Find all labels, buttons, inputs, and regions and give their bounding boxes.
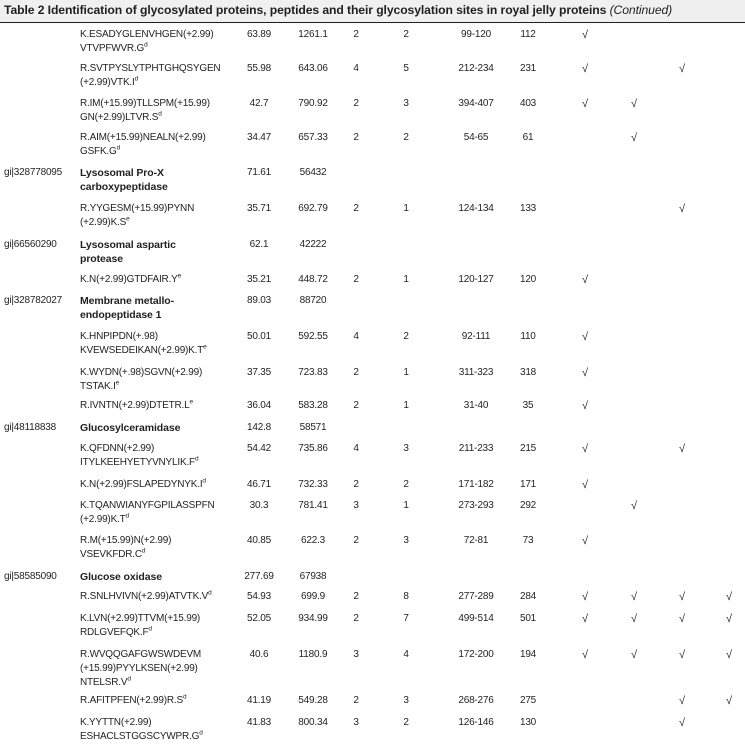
cell-site: 35 xyxy=(522,400,534,411)
gi-accession: gi|66560290 xyxy=(4,239,57,250)
footnote-marker: e xyxy=(115,379,120,387)
cell-site: 194 xyxy=(519,649,537,660)
cell-site: 501 xyxy=(519,613,537,624)
check-mark: √ xyxy=(582,331,588,343)
protein-name: endopeptidase 1 xyxy=(80,309,162,321)
peptide-text: GN(+2.99)LTVR.S xyxy=(80,112,159,123)
peptide-text: (+2.99)K.S xyxy=(80,217,127,228)
gi-accession: gi|58585090 xyxy=(4,571,57,582)
cell-c4: 5 xyxy=(403,63,409,74)
cell-range: 211-233 xyxy=(458,443,494,454)
protein-name: protease xyxy=(80,253,123,265)
protein-name: Lysosomal aspartic xyxy=(80,239,176,251)
peptide-sequence xyxy=(80,662,198,676)
cell-site: 318 xyxy=(519,367,537,378)
cell-score: 37.35 xyxy=(246,367,272,378)
peptide-sequence xyxy=(80,513,129,527)
peptide-sequence xyxy=(80,456,198,470)
cell-range: 126-146 xyxy=(458,717,494,728)
cell-score: 34.47 xyxy=(246,132,272,143)
protein-name: Membrane metallo- xyxy=(80,295,174,307)
peptide-sequence xyxy=(80,62,220,76)
cell-mass: 735.86 xyxy=(298,443,328,454)
cell-mass: 800.34 xyxy=(298,717,328,728)
peptide-text: R.SVTPYSLYTPHTGHQSYGEN xyxy=(80,63,221,74)
cell-site: 110 xyxy=(520,331,536,342)
cell-score: 89.03 xyxy=(246,295,272,306)
cell-site: 171 xyxy=(519,479,537,490)
check-mark: √ xyxy=(582,29,588,41)
cell-c4: 1 xyxy=(403,203,409,214)
cell-site: 231 xyxy=(519,63,537,74)
peptide-text: K.QFDNN(+2.99) xyxy=(80,443,155,454)
cell-score: 41.83 xyxy=(246,717,272,728)
cell-c3: 2 xyxy=(353,274,359,285)
cell-c3: 2 xyxy=(353,695,359,706)
footnote-marker: d xyxy=(202,477,206,485)
cell-score: 35.21 xyxy=(246,274,272,285)
cell-c4: 1 xyxy=(403,367,409,378)
peptide-sequence xyxy=(80,202,194,216)
peptide-sequence xyxy=(80,76,138,90)
footnote-marker: d xyxy=(127,675,131,683)
protein-name: carboxypeptidase xyxy=(80,181,168,193)
cell-range: 311-323 xyxy=(458,367,494,378)
footnote-marker: d xyxy=(141,547,146,555)
check-mark: √ xyxy=(582,400,588,412)
continued-label: (Continued) xyxy=(609,3,673,17)
peptide-sequence xyxy=(80,216,130,230)
cell-mass: 934.99 xyxy=(298,613,328,624)
cell-mass: 42222 xyxy=(299,239,327,250)
cell-c4: 7 xyxy=(403,613,409,624)
check-mark: √ xyxy=(679,63,685,75)
cell-score: 54.42 xyxy=(246,443,272,454)
cell-range: 273-293 xyxy=(458,500,494,511)
peptide-text: K.N(+2.99)FSLAPEDYNYK.I xyxy=(80,479,203,490)
peptide-sequence xyxy=(80,366,202,380)
cell-c4: 2 xyxy=(403,331,409,342)
cell-site: 403 xyxy=(519,98,537,109)
peptide-text: R.AFITPFEN(+2.99)R.S xyxy=(80,695,183,706)
peptide-text: R.YYGESM(+15.99)PYNN xyxy=(80,203,195,214)
check-mark: √ xyxy=(582,479,588,491)
cell-c4: 8 xyxy=(403,591,409,602)
peptide-sequence xyxy=(80,399,193,413)
check-mark: √ xyxy=(726,649,732,661)
cell-c4: 4 xyxy=(403,649,409,660)
cell-c3: 2 xyxy=(353,29,359,40)
cell-site: 284 xyxy=(519,591,537,602)
check-mark: √ xyxy=(582,535,588,547)
peptide-sequence xyxy=(80,380,119,394)
cell-mass: 781.41 xyxy=(298,500,328,511)
peptide-text: TSTAK.I xyxy=(80,381,116,392)
header-rule xyxy=(0,22,745,23)
peptide-text: K.TQANWIANYFGPILASSPFN xyxy=(80,500,215,511)
footnote-marker: e xyxy=(189,398,193,406)
check-mark: √ xyxy=(631,649,637,661)
cell-site: 112 xyxy=(520,29,536,40)
cell-c4: 2 xyxy=(403,29,409,40)
peptide-sequence xyxy=(80,548,145,562)
peptide-sequence xyxy=(80,590,212,604)
cell-score: 277.69 xyxy=(244,571,274,582)
check-mark: √ xyxy=(631,613,637,625)
footnote-marker: d xyxy=(158,110,162,118)
footnote-marker: d xyxy=(148,625,152,633)
cell-c4: 3 xyxy=(403,695,409,706)
cell-range: 394-407 xyxy=(458,98,494,109)
peptide-text: R.WVQQGAFGWSWDEVM xyxy=(80,649,202,660)
cell-c4: 2 xyxy=(403,479,409,490)
check-mark: √ xyxy=(582,591,588,603)
cell-c4: 3 xyxy=(403,98,409,109)
peptide-text: RDLGVEFQK.F xyxy=(80,627,149,638)
cell-range: 499-514 xyxy=(458,613,494,624)
peptide-text: KVEWSEDEIKAN(+2.99)K.T xyxy=(80,345,204,356)
cell-score: 62.1 xyxy=(249,239,269,250)
peptide-text: K.HNPIPDN(+.98) xyxy=(80,331,158,342)
peptide-text: ITYLKEEHYETYVNYLIK.F xyxy=(80,457,195,468)
peptide-text: K.LVN(+2.99)TTVM(+15.99) xyxy=(80,613,201,624)
peptide-text: ESHACLSTGGSCYWPR.G xyxy=(80,731,200,742)
gi-accession: gi|328782027 xyxy=(4,295,63,306)
cell-c3: 2 xyxy=(353,367,359,378)
cell-range: 72-81 xyxy=(463,535,489,546)
protein-name: Lysosomal Pro-X xyxy=(80,167,164,179)
peptide-sequence xyxy=(80,145,120,159)
cell-range: 172-200 xyxy=(458,649,494,660)
footnote-marker: e xyxy=(203,343,207,351)
peptide-sequence xyxy=(80,478,206,492)
peptide-sequence xyxy=(80,534,171,548)
peptide-text: VTVPFWVR.G xyxy=(80,43,145,54)
cell-mass: 723.83 xyxy=(298,367,328,378)
check-mark: √ xyxy=(582,274,588,286)
cell-mass: 622.3 xyxy=(300,535,326,546)
check-mark: √ xyxy=(726,695,732,707)
cell-mass: 549.28 xyxy=(298,695,328,706)
cell-mass: 790.92 xyxy=(298,98,328,109)
cell-range: 99-120 xyxy=(461,29,491,40)
peptide-sequence xyxy=(80,694,186,708)
footnote-marker: d xyxy=(116,144,121,152)
peptide-text: K.WYDN(+.98)SGVN(+2.99) xyxy=(80,367,203,378)
cell-mass: 732.33 xyxy=(298,479,328,490)
cell-mass: 448.72 xyxy=(298,274,328,285)
peptide-text: (+2.99)K.T xyxy=(80,514,126,525)
peptide-text: K.ESADYGLENVHGEN(+2.99) xyxy=(80,29,214,40)
cell-mass: 592.55 xyxy=(298,331,328,342)
protein-name: Glucose oxidase xyxy=(80,571,162,583)
check-mark: √ xyxy=(679,203,685,215)
peptide-text: R.IVNTN(+2.99)DTETR.L xyxy=(80,400,190,411)
cell-c4: 2 xyxy=(403,132,409,143)
check-mark: √ xyxy=(679,649,685,661)
cell-c4: 1 xyxy=(403,274,409,285)
cell-c4: 3 xyxy=(403,443,409,454)
peptide-text: R.M(+15.99)N(+2.99) xyxy=(80,535,172,546)
cell-score: 35.71 xyxy=(246,203,272,214)
cell-range: 171-182 xyxy=(458,479,494,490)
peptide-sequence xyxy=(80,273,181,287)
table-title-text: Table 2 Identification of glycosylated proteins, peptides and their glycosylation sites in royal jelly proteins xyxy=(4,3,607,17)
cell-c4: 1 xyxy=(403,400,409,411)
cell-c3: 2 xyxy=(353,535,359,546)
peptide-sequence xyxy=(80,344,207,358)
peptide-sequence xyxy=(80,28,214,42)
cell-c3: 2 xyxy=(353,479,359,490)
cell-site: 120 xyxy=(519,274,537,285)
cell-c3: 2 xyxy=(353,132,359,143)
check-mark: √ xyxy=(582,98,588,110)
footnote-marker: d xyxy=(208,589,212,597)
cell-mass: 56432 xyxy=(299,167,327,178)
check-mark: √ xyxy=(679,443,685,455)
cell-c3: 4 xyxy=(353,331,359,342)
peptide-sequence xyxy=(80,442,154,456)
cell-range: 268-276 xyxy=(458,695,494,706)
check-mark: √ xyxy=(726,591,732,603)
cell-range: 92-111 xyxy=(461,331,491,342)
cell-c3: 3 xyxy=(353,500,359,511)
cell-score: 36.04 xyxy=(246,400,272,411)
cell-c4: 1 xyxy=(403,500,409,511)
cell-site: 133 xyxy=(519,203,537,214)
check-mark: √ xyxy=(679,591,685,603)
cell-c3: 3 xyxy=(353,717,359,728)
footnote-marker: d xyxy=(134,75,138,83)
cell-score: 40.85 xyxy=(246,535,272,546)
cell-c3: 2 xyxy=(353,591,359,602)
cell-mass: 67938 xyxy=(299,571,327,582)
peptide-sequence xyxy=(80,648,201,662)
cell-site: 130 xyxy=(519,717,537,728)
cell-score: 42.7 xyxy=(249,98,269,109)
cell-range: 124-134 xyxy=(458,203,494,214)
peptide-sequence xyxy=(80,97,210,111)
peptide-sequence xyxy=(80,612,200,626)
cell-score: 40.6 xyxy=(249,649,269,660)
cell-score: 52.05 xyxy=(246,613,272,624)
check-mark: √ xyxy=(679,717,685,729)
check-mark: √ xyxy=(631,500,637,512)
footnote-marker: d xyxy=(182,693,187,701)
peptide-text: (+15.99)PYYLKSEN(+2.99) xyxy=(80,663,198,674)
cell-score: 55.98 xyxy=(246,63,272,74)
check-mark: √ xyxy=(679,613,685,625)
cell-score: 50.01 xyxy=(246,331,272,342)
cell-mass: 1180.9 xyxy=(298,649,328,660)
cell-score: 142.8 xyxy=(246,422,272,433)
table-title xyxy=(4,3,672,17)
cell-c3: 2 xyxy=(353,203,359,214)
cell-mass: 657.33 xyxy=(298,132,328,143)
footnote-marker: d xyxy=(194,455,199,463)
footnote-marker: d xyxy=(144,41,148,49)
cell-c3: 2 xyxy=(353,400,359,411)
gi-accession: gi|328778095 xyxy=(4,167,63,178)
cell-mass: 1261.1 xyxy=(298,29,328,40)
gi-accession: gi|48118838 xyxy=(4,422,56,433)
cell-range: 31-40 xyxy=(463,400,489,411)
protein-name: Glucosylceramidase xyxy=(80,422,181,434)
check-mark: √ xyxy=(582,649,588,661)
check-mark: √ xyxy=(631,591,637,603)
peptide-sequence xyxy=(80,499,215,513)
cell-mass: 692.79 xyxy=(298,203,328,214)
cell-site: 73 xyxy=(522,535,534,546)
cell-range: 54-65 xyxy=(463,132,489,143)
cell-score: 46.71 xyxy=(246,479,272,490)
peptide-sequence xyxy=(80,730,203,744)
cell-c4: 3 xyxy=(403,535,409,546)
peptide-sequence xyxy=(80,626,152,640)
cell-c3: 4 xyxy=(353,443,359,454)
cell-mass: 699.9 xyxy=(300,591,326,602)
check-mark: √ xyxy=(582,63,588,75)
peptide-sequence xyxy=(80,676,131,690)
peptide-sequence xyxy=(80,131,206,145)
footnote-marker: e xyxy=(126,215,130,223)
cell-c4: 2 xyxy=(403,717,409,728)
footnote-marker: d xyxy=(125,512,129,520)
check-mark: √ xyxy=(631,98,637,110)
check-mark: √ xyxy=(582,367,588,379)
cell-range: 120-127 xyxy=(458,274,494,285)
check-mark: √ xyxy=(582,613,588,625)
cell-score: 71.61 xyxy=(246,167,272,178)
check-mark: √ xyxy=(582,443,588,455)
cell-mass: 583.28 xyxy=(298,400,328,411)
check-mark: √ xyxy=(631,132,637,144)
cell-c3: 2 xyxy=(353,613,359,624)
peptide-text: (+2.99)VTK.I xyxy=(80,77,135,88)
cell-mass: 58571 xyxy=(299,422,327,433)
cell-range: 277-289 xyxy=(458,591,494,602)
cell-mass: 643.06 xyxy=(298,63,328,74)
cell-c3: 2 xyxy=(353,98,359,109)
peptide-text: R.AIM(+15.99)NEALN(+2.99) xyxy=(80,132,206,143)
peptide-text: R.SNLHVIVN(+2.99)ATVTK.V xyxy=(80,591,209,602)
check-mark: √ xyxy=(726,613,732,625)
check-mark: √ xyxy=(679,695,685,707)
peptide-sequence xyxy=(80,330,158,344)
cell-c3: 3 xyxy=(353,649,359,660)
peptide-text: K.N(+2.99)GTDFAIR.Y xyxy=(80,274,178,285)
peptide-sequence xyxy=(80,111,162,125)
footnote-marker: d xyxy=(199,729,203,737)
peptide-text: VSEVKFDR.C xyxy=(80,549,142,560)
peptide-text: NTELSR.V xyxy=(80,677,128,688)
peptide-sequence xyxy=(80,716,151,730)
peptide-text: GSFK.G xyxy=(80,146,117,157)
peptide-text: R.IM(+15.99)TLLSPM(+15.99) xyxy=(80,98,210,109)
cell-score: 54.93 xyxy=(246,591,272,602)
cell-mass: 88720 xyxy=(299,295,327,306)
cell-site: 275 xyxy=(519,695,537,706)
cell-score: 41.19 xyxy=(246,695,272,706)
cell-site: 292 xyxy=(519,500,537,511)
cell-site: 61 xyxy=(522,132,534,143)
cell-score: 30.3 xyxy=(249,500,269,511)
footnote-marker: e xyxy=(177,272,182,280)
cell-site: 215 xyxy=(519,443,537,454)
cell-range: 212-234 xyxy=(458,63,494,74)
peptide-sequence xyxy=(80,42,148,56)
cell-c3: 4 xyxy=(353,63,359,74)
cell-score: 63.89 xyxy=(246,29,272,40)
peptide-text: K.YYTTN(+2.99) xyxy=(80,717,152,728)
